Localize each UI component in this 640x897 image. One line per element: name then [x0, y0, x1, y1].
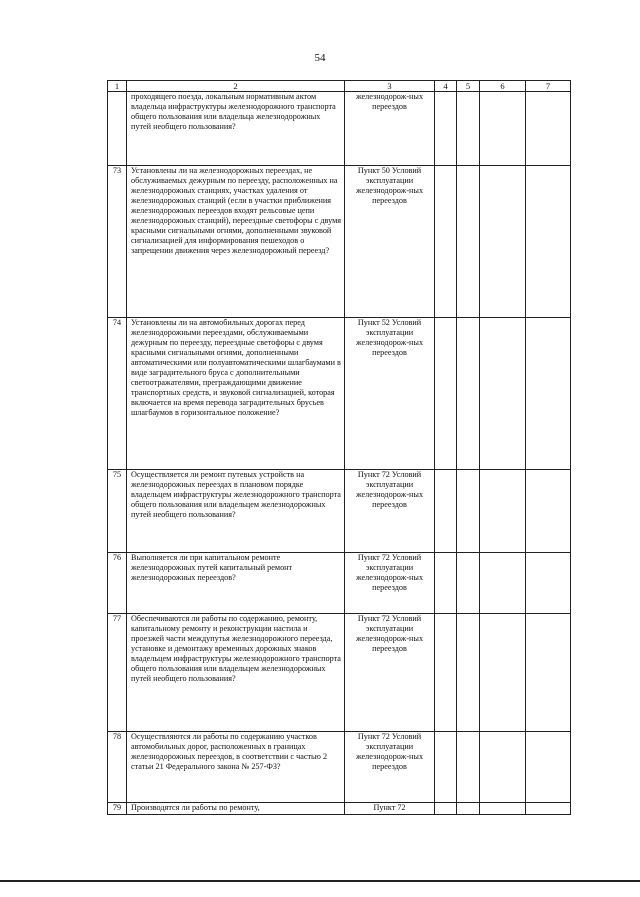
header-col-6: 6: [480, 81, 526, 92]
answer-cell: [526, 318, 571, 470]
answer-cell: [457, 614, 480, 732]
table-row: [108, 732, 571, 803]
answer-cell: [480, 553, 526, 614]
table-row: [108, 470, 571, 553]
answer-cell: [457, 553, 480, 614]
answer-cell: [526, 614, 571, 732]
header-row: [108, 81, 571, 92]
table-row: [108, 318, 571, 470]
answer-cell: [526, 553, 571, 614]
question-cell: Производятся ли работы по ремонту,: [127, 803, 345, 815]
answer-cell: [457, 92, 480, 166]
row-number: 76: [108, 553, 127, 614]
table-row: [108, 166, 571, 318]
question-cell: Осуществляются ли работы по содержанию участков автомобильных дорог, расположенных в границах железнодорожных переездов, в соответствии с частью 2 статьи 21 Федерального закона № 257-ФЗ?: [127, 732, 345, 803]
answer-cell: [526, 803, 571, 815]
answer-cell: [435, 166, 457, 318]
table-row: [108, 92, 571, 166]
header-col-3: 3: [345, 81, 435, 92]
row-number: 79: [108, 803, 127, 815]
answer-cell: [526, 166, 571, 318]
answer-cell: [526, 732, 571, 803]
answer-cell: [480, 470, 526, 553]
reference-cell: Пункт 72 Условий эксплуатации железнодорож-ных переездов: [345, 553, 435, 614]
header-col-4: 4: [435, 81, 457, 92]
row-number: 73: [108, 166, 127, 318]
answer-cell: [457, 732, 480, 803]
row-number: 77: [108, 614, 127, 732]
question-cell: Установлены ли на железнодорожных переездах, не обслуживаемых дежурным по переезду, расположенных на железнодорожных станциях, участках удаления от железнодорожных станций (если в участки приближения железнодорожных переездов входят рельсовые цепи железнодорожных станций), переездные светофоры с двумя красными сигнальными огнями, дополненными звуковой сигнализацией для информирования пешеходов о запрещении движения через железнодорожный переезд?: [127, 166, 345, 318]
reference-cell: Пункт 52 Условий эксплуатации железнодорож-ных переездов: [345, 318, 435, 470]
header-col-5: 5: [457, 81, 480, 92]
answer-cell: [480, 166, 526, 318]
header-col-7: 7: [526, 81, 571, 92]
table-row: [108, 803, 571, 815]
reference-cell: Пункт 72 Условий эксплуатации железнодорож-ных переездов: [345, 470, 435, 553]
answer-cell: [480, 92, 526, 166]
row-number: 75: [108, 470, 127, 553]
page-bottom-rule: [0, 880, 640, 882]
checklist-table: [107, 80, 571, 815]
question-cell: Выполняется ли при капитальном ремонте железнодорожных путей капитальный ремонт железнодорожных переездов?: [127, 553, 345, 614]
reference-cell: Пункт 72: [345, 803, 435, 815]
question-cell: Осуществляется ли ремонт путевых устройств на железнодорожных переездах в плановом порядке владельцем инфраструктуры железнодорожного транспорта общего пользования или владельцем железнодорожных путей необщего пользования?: [127, 470, 345, 553]
reference-cell: железнодорож-ных переездов: [345, 92, 435, 166]
answer-cell: [435, 803, 457, 815]
answer-cell: [457, 803, 480, 815]
page-number: 54: [314, 52, 326, 64]
question-cell: Установлены ли на автомобильных дорогах перед железнодорожными переездами, обслуживаемыми дежурным по переезду, переездные светофоры с двумя красными сигнальными огнями, дополненными автоматическими или полуавтоматическими шлагбаумами в виде заградительного бруса с дополнительными светоотражателями, преграждающими движение транспортных средств, и звуковой сигнализацией, которая включается на время перевода заградительных брусьев шлагбаумов в горизонтальное положение?: [127, 318, 345, 470]
answer-cell: [526, 92, 571, 166]
answer-cell: [435, 732, 457, 803]
answer-cell: [457, 166, 480, 318]
question-cell: проходящего поезда, локальным нормативным актом владельца инфраструктуры железнодорожного транспорта общего пользования или владельца железнодорожных путей необщего пользования?: [127, 92, 345, 166]
header-col-2: 2: [127, 81, 345, 92]
answer-cell: [480, 803, 526, 815]
answer-cell: [435, 614, 457, 732]
answer-cell: [435, 318, 457, 470]
answer-cell: [480, 318, 526, 470]
answer-cell: [457, 470, 480, 553]
answer-cell: [435, 92, 457, 166]
answer-cell: [526, 470, 571, 553]
question-cell: Обеспечиваются ли работы по содержанию, ремонту, капитальному ремонту и реконструкции настила и проезжей части междупутья железнодорожного переезда, установке и демонтажу временных дорожных знаков владельцем инфраструктуры железнодорожного транспорта общего пользования или владельцем железнодорожных путей необщего пользования?: [127, 614, 345, 732]
answer-cell: [457, 318, 480, 470]
answer-cell: [480, 732, 526, 803]
answer-cell: [480, 614, 526, 732]
table-row: [108, 614, 571, 732]
reference-cell: Пункт 50 Условий эксплуатации железнодорож-ных переездов: [345, 166, 435, 318]
row-number: 78: [108, 732, 127, 803]
row-number: [108, 92, 127, 166]
row-number: 74: [108, 318, 127, 470]
reference-cell: Пункт 72 Условий эксплуатации железнодорож-ных переездов: [345, 614, 435, 732]
answer-cell: [435, 470, 457, 553]
table-row: [108, 553, 571, 614]
reference-cell: Пункт 72 Условий эксплуатации железнодорож-ных переездов: [345, 732, 435, 803]
header-col-1: 1: [108, 81, 127, 92]
answer-cell: [435, 553, 457, 614]
